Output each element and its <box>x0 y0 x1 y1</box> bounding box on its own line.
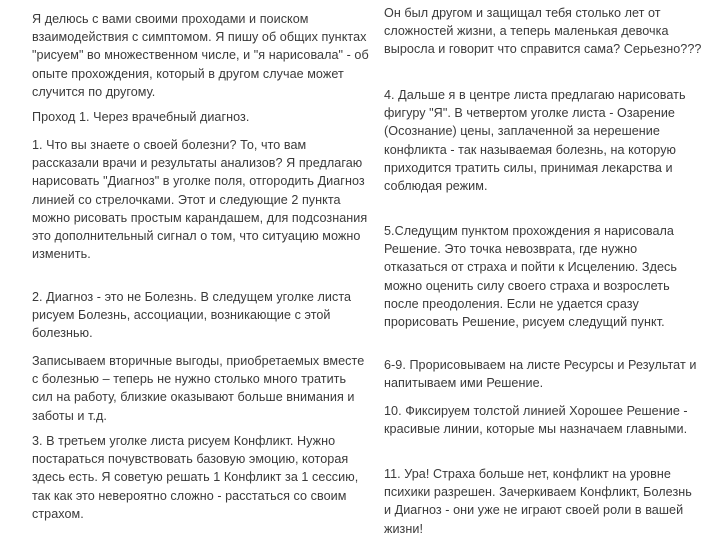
step-11-paragraph: 11. Ура! Страха больше нет, конфликт на уровне психики разрешен. Зачеркиваем Конфликт, Болезнь и Диагноз - они уже не играют своей роли в вашей жизни! <box>384 467 692 536</box>
step-5-paragraph: 5.Следущим пунктом прохождения я нарисовала Решение. Это точка невозврата, где нужно отказаться от страха и пойти к Исцелению. Здесь можно оценить силу своего страха и возрослеть после преодоления. Если не удается сразу прорисовать Решение, рисуем следущий пункт. <box>384 224 677 330</box>
step-2-paragraph: 2. Диагноз - это не Болезнь. В следущем уголке листа рисуем Болезнь, ассоциации, возникающие с этой болезнью. <box>32 290 352 341</box>
step-4-paragraph: 4. Дальше я в центре листа предлагаю нарисовать фигуру "Я". В четвертом уголке листа - Озарение (Осознание) цены, заплаченной за нерешение конфликта - так называемая болезнь, на которую приходится тратить силы, принимая лекарства и соблюдая режим. <box>384 88 686 194</box>
passage-1-title: Проход 1. Через врачебный диагноз. <box>32 110 250 124</box>
intro-paragraph: Я делюсь с вами своими проходами и поиском взаимодействия с симптомом. Я пишу об общих пунктах "рисуем" во множественном числе, и "я нарисовала" - об опыте прохождения, который в другом случае может случится по другому. <box>32 12 369 99</box>
step-10-paragraph: 10. Фиксируем толстой линией Хорошее Решение - красивые линии, которые мы назначаем главными. <box>384 404 688 437</box>
steps-6-9-paragraph: 6-9. Прорисовываем на листе Ресурсы и Результат и напитываем ими Решение. <box>384 358 697 391</box>
continuation-paragraph: Он был другом и защищал тебя столько лет от сложностей жизни, а теперь маленькая девочка выросла и говорит что справится сама? Серьезно??? <box>384 6 702 57</box>
step-3-paragraph: 3. В третьем уголке листа рисуем Конфликт. Нужно постараться почувствовать базовую эмоцию, которая здесь есть. Я советую решать 1 Конфликт за 1 сессию, так как это невероятно сложно - расстаться со своим страхом. <box>32 434 359 521</box>
secondary-benefits-paragraph: Записываем вторичные выгоды, приобретаемых вместе с болезнью – теперь не нужно столько много тратить сил на работу, близкие оказывают больше внимания и заботы и т.д. <box>32 354 365 423</box>
step-1-paragraph: 1. Что вы знаете о своей болезни? То, что вам рассказали врачи и результаты анализов? Я предлагаю нарисовать "Диагноз" в уголке поля, отгородить Диагноз линией со стрелочками. Этот и следующие 2 пункта можно рисовать простым карандашем, для подсознания это дополнительный сигнал о том, что ситуацию можно изменить. <box>32 138 368 262</box>
